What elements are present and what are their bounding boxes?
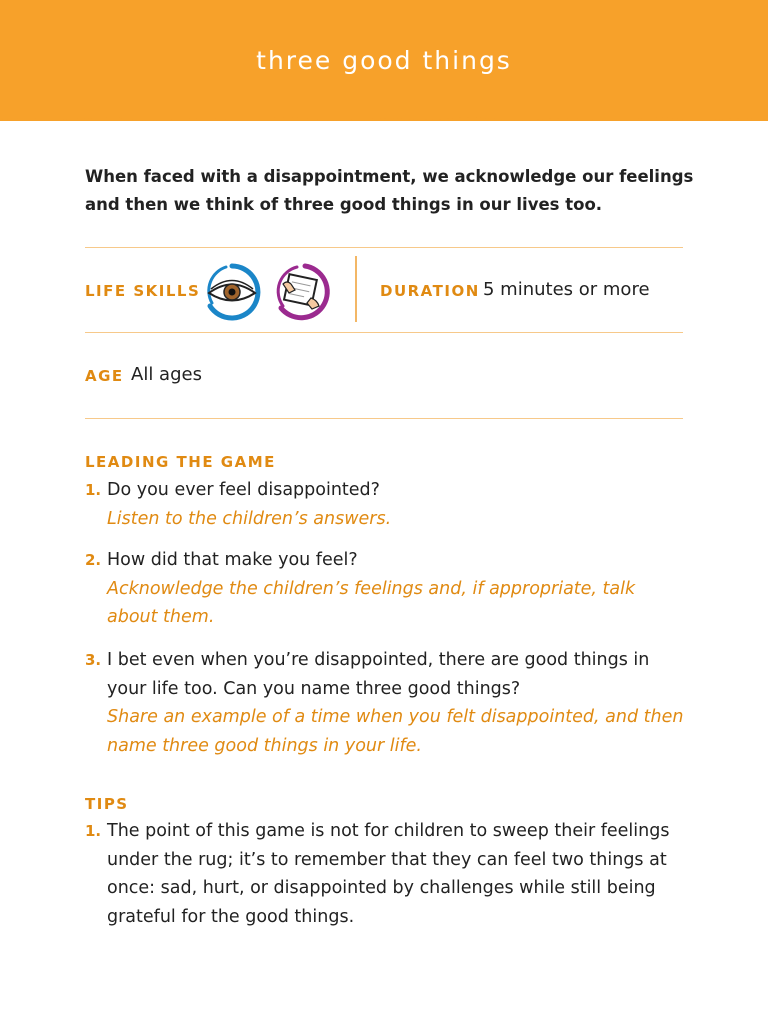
item-number: 3.	[85, 651, 102, 669]
banner-brush-edge	[0, 112, 768, 126]
list-item	[85, 476, 685, 533]
tips-heading: TIPS	[85, 795, 129, 813]
eye-icon	[202, 262, 262, 322]
list-item	[85, 546, 685, 632]
item-question: I bet even when you’re disappointed, there are good things in your life too. Can you name three good things?	[107, 650, 650, 699]
list-item	[85, 817, 685, 931]
age-label: AGE	[85, 367, 124, 385]
divider	[85, 247, 683, 248]
life-skills-label: LIFE SKILLS	[85, 282, 201, 300]
item-number: 2.	[85, 551, 102, 569]
divider	[85, 418, 683, 419]
age-value: All ages	[131, 364, 202, 385]
item-number: 1.	[85, 481, 102, 499]
item-note: Share an example of a time when you felt disappointed, and then name three good things in your life.	[107, 707, 684, 756]
item-number: 1.	[85, 822, 102, 840]
duration-label: DURATION	[380, 282, 480, 300]
item-question: Do you ever feel disappointed?	[107, 480, 380, 500]
item-question: How did that make you feel?	[107, 550, 358, 570]
writing-hand-icon	[271, 262, 331, 322]
page-title: three good things	[256, 46, 512, 75]
intro-text: When faced with a disappointment, we acknowledge our feelings and then we think of three good things in our lives too.	[85, 167, 694, 214]
duration-value: 5 minutes or more	[483, 279, 650, 300]
leading-the-game-heading: LEADING THE GAME	[85, 453, 276, 471]
vertical-divider	[355, 256, 357, 322]
list-item	[85, 646, 685, 760]
item-note: Listen to the children’s answers.	[107, 508, 392, 529]
divider	[85, 332, 683, 333]
item-note: Acknowledge the children’s feelings and, if appropriate, talk about them.	[107, 578, 636, 627]
tip-text: The point of this game is not for children to sweep their feelings under the rug; it’s to remember that they can feel two things at once: sad, hurt, or disappointed by challenges while still being grateful for the good things.	[107, 821, 670, 927]
